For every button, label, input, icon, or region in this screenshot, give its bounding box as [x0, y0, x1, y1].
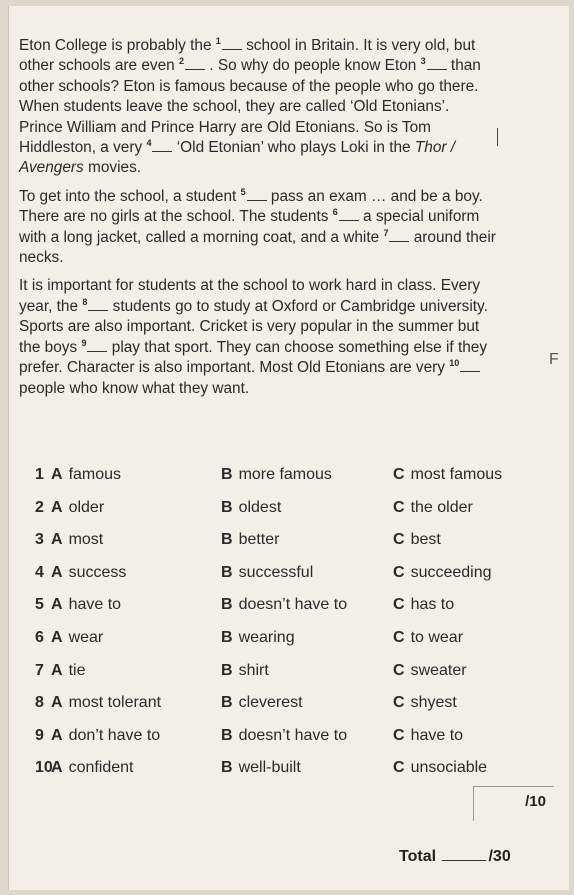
option-b[interactable] [221, 596, 347, 614]
option-row [35, 527, 555, 560]
option-text: wearing [238, 628, 295, 646]
option-text: most [68, 531, 104, 549]
option-a[interactable] [51, 662, 85, 680]
option-letter: A [51, 694, 63, 712]
option-c[interactable] [393, 662, 467, 680]
movie-title: Thor / Avengers [19, 139, 456, 177]
option-text: older [68, 498, 105, 516]
option-letter: A [51, 563, 63, 581]
option-c[interactable] [393, 466, 502, 484]
option-b[interactable] [221, 759, 301, 777]
option-letter: C [393, 498, 405, 516]
option-letter: B [221, 694, 233, 712]
answer-options [35, 462, 555, 788]
option-row [35, 495, 555, 528]
blank-number: 3 [420, 56, 426, 67]
option-text: sweater [410, 661, 467, 679]
blank-number: 7 [383, 227, 389, 238]
option-row [35, 560, 555, 593]
option-c[interactable] [393, 596, 454, 614]
option-a[interactable] [51, 564, 126, 582]
option-text: have to [68, 596, 122, 614]
option-b[interactable] [221, 727, 347, 745]
question-number: 3 [35, 531, 44, 549]
option-letter: A [51, 531, 63, 549]
option-letter: B [221, 466, 233, 483]
blank-3[interactable] [427, 56, 447, 70]
blank-10[interactable] [460, 358, 480, 372]
option-c[interactable] [393, 531, 441, 549]
section-score: /10 [525, 793, 546, 810]
option-letter: C [393, 596, 405, 614]
option-text: tie [68, 661, 86, 679]
option-letter: B [221, 596, 233, 614]
option-text: doesn’t have to [238, 596, 348, 614]
option-text: has to [410, 596, 455, 614]
worksheet-page [8, 6, 569, 890]
option-text: shirt [238, 661, 269, 679]
option-letter: B [221, 726, 233, 744]
option-letter: B [221, 563, 233, 581]
blank-number: 2 [179, 56, 185, 67]
option-b[interactable] [221, 629, 295, 647]
option-text: most tolerant [68, 694, 162, 712]
option-text: wear [68, 628, 104, 646]
option-c[interactable] [393, 759, 487, 777]
option-row [35, 592, 555, 625]
margin-letter: F [549, 351, 559, 368]
option-letter: A [51, 596, 63, 614]
option-text: shyest [410, 694, 457, 712]
option-text: well-built [238, 759, 301, 777]
option-b[interactable] [221, 564, 313, 582]
section-score-box [473, 786, 554, 821]
option-row [35, 690, 555, 723]
question-number: 9 [35, 726, 44, 744]
blank-4[interactable] [152, 138, 172, 152]
blank-6[interactable] [339, 207, 359, 221]
option-c[interactable] [393, 499, 473, 517]
paragraph-3: It is important for students at the school to work hard in class. Every year, the $^8$ students go to study at Oxford or Cambridge university. Sports are also important. Cricket is very popular in the summer but the boys $^9$ play that sport. They can choose something else if they prefer. Character is also important. Most Old Etonians are very $^{10}$ people who know what they want. [19, 277, 488, 397]
option-text: successful [238, 563, 314, 581]
option-c[interactable] [393, 694, 457, 712]
option-text: success [68, 563, 127, 581]
option-letter: A [51, 661, 63, 679]
question-number: 4 [35, 563, 44, 581]
blank-number: 10 [449, 357, 460, 368]
blank-1[interactable] [222, 36, 242, 50]
option-c[interactable] [393, 727, 463, 745]
blank-number: 4 [146, 137, 152, 148]
margin-mark [497, 128, 498, 146]
option-letter: C [393, 759, 405, 777]
option-letter: C [393, 661, 405, 679]
option-row [35, 723, 555, 756]
paragraph-1: Eton College is probably the $^1$ school in Britain. It is very old, but other schools are even $^2$ . So why do people know Eton $^3$ than other schools? Eton is famous because of the people who go there. When students leave the school, they are called ‘Old Etonians’. Prince William and Prince Harry are Old Etonians. So is Tom Hiddleston, a very $^4$ ‘Old Etonian’ who plays Loki in the Thor / Avengers movies. [19, 35, 481, 177]
option-text: to wear [410, 628, 464, 646]
blank-number: 6 [332, 207, 338, 218]
option-text: have to [410, 726, 464, 744]
option-b[interactable] [221, 466, 332, 484]
option-b[interactable] [221, 694, 303, 712]
question-number: 6 [35, 628, 44, 646]
total-score [399, 846, 569, 866]
option-a[interactable] [51, 694, 161, 712]
option-row [35, 625, 555, 658]
option-text: best [410, 531, 441, 549]
option-a[interactable] [51, 531, 103, 549]
option-a[interactable] [51, 629, 103, 647]
option-letter: C [393, 466, 405, 483]
option-letter: B [221, 628, 233, 646]
question-number: 7 [35, 661, 44, 679]
option-letter: A [51, 628, 63, 646]
paragraph-2: To get into the school, a student $^5$ pass an exam … and be a boy. There are no girls at the school. The students $^6$ a special uniform with a long jacket, called a morning coat, and a white $^7$ around their necks. [19, 186, 496, 267]
option-letter: C [393, 628, 405, 646]
blank-5[interactable] [247, 187, 267, 201]
total-label: Total [399, 848, 437, 865]
option-a[interactable] [51, 596, 121, 614]
blank-number: 9 [81, 337, 87, 348]
blank-number: 8 [82, 296, 88, 307]
option-letter: B [221, 498, 233, 516]
blank-8[interactable] [88, 297, 108, 311]
blank-9[interactable] [87, 338, 107, 352]
option-text: famous [68, 466, 122, 483]
option-letter: C [393, 726, 405, 744]
option-row [35, 462, 555, 495]
option-letter: A [51, 726, 63, 744]
option-c[interactable] [393, 564, 492, 582]
option-a[interactable] [51, 466, 121, 484]
blank-2[interactable] [185, 56, 205, 70]
option-letter: A [51, 466, 63, 483]
option-b[interactable] [221, 531, 279, 549]
option-letter: A [51, 759, 63, 777]
option-a[interactable] [51, 499, 104, 517]
option-text: cleverest [238, 694, 303, 712]
question-number: 5 [35, 596, 44, 614]
option-letter: C [393, 531, 405, 549]
option-c[interactable] [393, 629, 463, 647]
option-letter: C [393, 694, 405, 712]
option-a[interactable] [51, 727, 160, 745]
option-text: don’t have to [68, 726, 161, 744]
option-row [35, 755, 555, 788]
option-row [35, 658, 555, 691]
total-max: /30 [488, 848, 511, 865]
option-text: most famous [410, 466, 503, 483]
option-a[interactable] [51, 759, 134, 777]
option-b[interactable] [221, 499, 281, 517]
option-text: unsociable [410, 759, 488, 777]
option-letter: B [221, 531, 233, 549]
option-letter: B [221, 759, 233, 777]
option-letter: B [221, 661, 233, 679]
option-text: more famous [238, 466, 332, 483]
option-text: oldest [238, 498, 282, 516]
question-number: 1 [35, 466, 44, 483]
option-letter: A [51, 498, 63, 516]
question-number: 2 [35, 498, 44, 516]
option-b[interactable] [221, 662, 269, 680]
option-text: doesn’t have to [238, 726, 348, 744]
reading-passage [19, 36, 497, 407]
total-blank[interactable] [442, 846, 486, 861]
question-number: 8 [35, 694, 44, 712]
blank-number: 1 [215, 35, 221, 46]
option-text: the older [410, 498, 473, 516]
question-number: 10 [35, 759, 53, 777]
option-text: confident [68, 759, 134, 777]
blank-7[interactable] [389, 228, 409, 242]
option-text: better [238, 531, 280, 549]
option-letter: C [393, 563, 405, 581]
option-text: succeeding [410, 563, 492, 581]
blank-number: 5 [240, 186, 246, 197]
